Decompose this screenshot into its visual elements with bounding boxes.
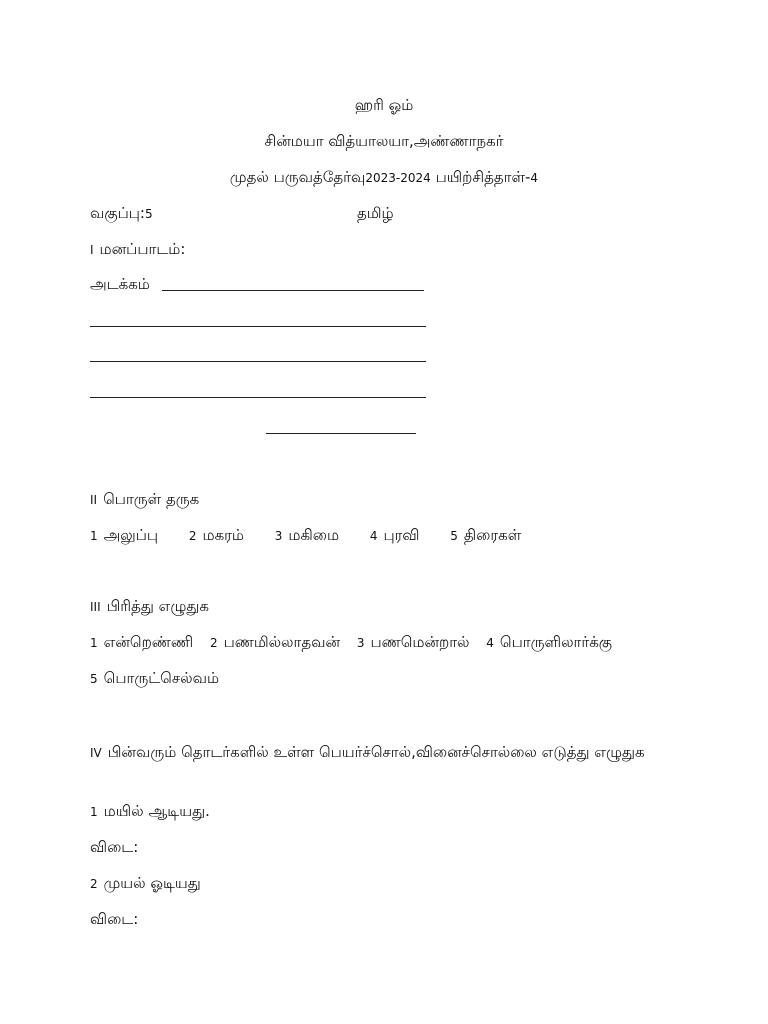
answer-line	[266, 433, 416, 434]
class-field	[90, 203, 153, 224]
section-3-items	[90, 632, 612, 653]
section-1-title: மனப்பாடம்:	[99, 240, 186, 258]
section-2-numeral: II	[90, 493, 98, 507]
list-item: மகிமை	[288, 526, 340, 544]
invocation-title: ஹரி ஓம்	[354, 96, 414, 114]
question-text: மயில் ஆடியது.	[103, 802, 210, 820]
item-number: 4	[486, 636, 494, 650]
list-item: பொருட்செல்வம்	[103, 669, 220, 687]
list-item: திரைகள்	[463, 526, 522, 544]
section-4-title: பின்வரும் தொடர்களில் உள்ள பெயர்ச்சொல்,வினைச்சொல்லை எடுத்து எழுதுக	[107, 743, 645, 761]
exam-year: 2023-2024	[365, 171, 431, 185]
question-1	[90, 801, 210, 822]
answer-line	[90, 326, 426, 327]
item-number: 2	[209, 636, 218, 650]
list-item: என்றெண்ணி	[103, 633, 194, 651]
section-3-numeral: III	[90, 600, 101, 614]
memory-prompt: அடக்கம்	[90, 275, 150, 293]
question-text: முயல் ஓடியது	[103, 874, 201, 892]
section-3-heading	[90, 596, 209, 617]
exam-title	[0, 167, 768, 188]
class-value: 5	[144, 207, 153, 221]
section-2-items	[90, 525, 521, 546]
section-4-numeral: IV	[90, 746, 102, 760]
section-1-numeral: I	[90, 243, 94, 257]
item-number: 1	[90, 636, 98, 650]
question-number: 2	[90, 877, 98, 891]
list-item: புரவி	[383, 526, 420, 544]
list-item: மகரம்	[202, 526, 244, 544]
item-number: 2	[188, 529, 197, 543]
list-item: பொருளிலார்க்கு	[499, 633, 613, 651]
section-3-items-continued	[90, 668, 219, 689]
section-2-title: பொருள் தருக	[103, 490, 200, 508]
list-item: பணமென்றால்	[370, 633, 470, 651]
item-number: 5	[90, 672, 98, 686]
question-2	[90, 873, 201, 894]
section-2-heading	[90, 489, 199, 510]
answer-label: விடை:	[90, 838, 139, 856]
section-3-title: பிரித்து எழுதுக	[106, 597, 209, 615]
list-item: அலுப்பு	[103, 526, 159, 544]
item-number: 3	[356, 636, 365, 650]
item-number: 4	[369, 529, 378, 543]
subject-title: தமிழ்	[357, 204, 394, 222]
item-number: 1	[90, 529, 98, 543]
question-number: 1	[90, 805, 98, 819]
exam-title-suffix: பயிற்சித்தாள்-	[435, 168, 531, 186]
answer-label: விடை:	[90, 910, 139, 928]
item-number: 5	[450, 529, 458, 543]
list-item: பணமில்லாதவன்	[223, 633, 341, 651]
worksheet-number: 4	[530, 171, 539, 185]
answer-line	[90, 397, 426, 398]
section-1-heading	[90, 239, 185, 260]
answer-line	[90, 361, 426, 362]
answer-line	[162, 290, 424, 291]
school-name: சின்மயா வித்யாலயா,அண்ணாநகர்	[264, 132, 504, 150]
class-label: வகுப்பு:	[90, 204, 145, 222]
exam-title-prefix: முதல் பருவத்தேர்வு	[229, 168, 366, 186]
section-4-heading	[90, 740, 670, 766]
item-number: 3	[274, 529, 283, 543]
